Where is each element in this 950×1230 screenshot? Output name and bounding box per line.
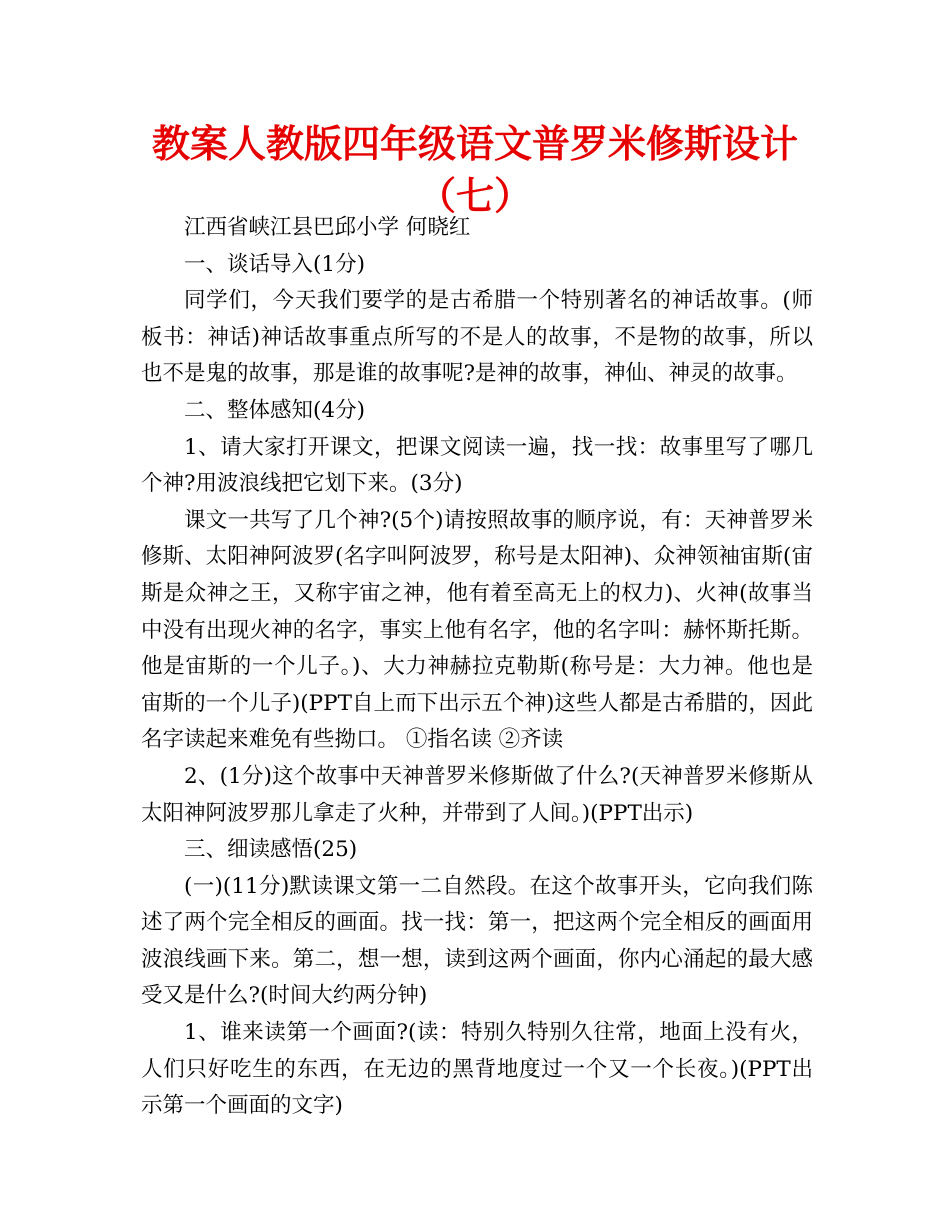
paragraph: 1、谁来读第一个画面?(读：特别久特别久往常，地面上没有火，人们只好吃生的东西，在无边的黑背地度过一个又一个长夜。)(PPT出示第一个画面的文字) <box>141 1020 813 1119</box>
section-heading: 二、整体感知(4分) <box>184 397 365 423</box>
paragraph: (一)(11分)默读课文第一二自然段。在这个故事开头，它向我们陈述了两个完全相反的画面。找一找：第一，把这两个完全相反的画面用波浪线画下来。第二，想一想，读到这两个画面，你内心涌起的最大感受又是什么?(时间大约两分钟) <box>141 873 813 1009</box>
section-heading: 三、细读感悟(25) <box>184 837 358 863</box>
section-heading: 一、谈话导入(1分) <box>184 251 365 277</box>
paragraph: 同学们，今天我们要学的是古希腊一个特别著名的神话故事。(师板书：神话)神话故事重点所写的不是人的故事，不是物的故事，所以也不是鬼的故事，那是谁的故事呢?是神的故事，神仙、神灵的故事。 <box>141 288 813 387</box>
paragraph: 课文一共写了几个神?(5个)请按照故事的顺序说，有：天神普罗米修斯、太阳神阿波罗(名字叫阿波罗，称号是太阳神)、众神领袖宙斯(宙斯是众神之王，又称宇宙之神，他有着至高无上的权力)、火神(故事当中没有出现火神的名字，事实上他有名字，他的名字叫：赫怀斯托斯。他是宙斯的一个儿子。)、大力神赫拉克勒斯(称号是：大力神。他也是宙斯的一个儿子)(PPT自上而下出示五个神)这些人都是古希腊的，因此名字读起来难免有些拗口。 ①指名读 ②齐读 <box>141 507 813 753</box>
paragraph: 2、(1分)这个故事中天神普罗米修斯做了什么?(天神普罗米修斯从太阳神阿波罗那儿拿走了火种，并带到了人间。)(PPT出示) <box>141 763 813 826</box>
paragraph: 1、请大家打开课文，把课文阅读一遍，找一找：故事里写了哪几个神?用波浪线把它划下来。(3分) <box>141 434 813 497</box>
author-line: 江西省峡江县巴邱小学 何晓红 <box>184 215 471 240</box>
document-title: 教案人教版四年级语文普罗米修斯设计（七） <box>151 122 798 218</box>
document-body <box>141 210 813 1125</box>
